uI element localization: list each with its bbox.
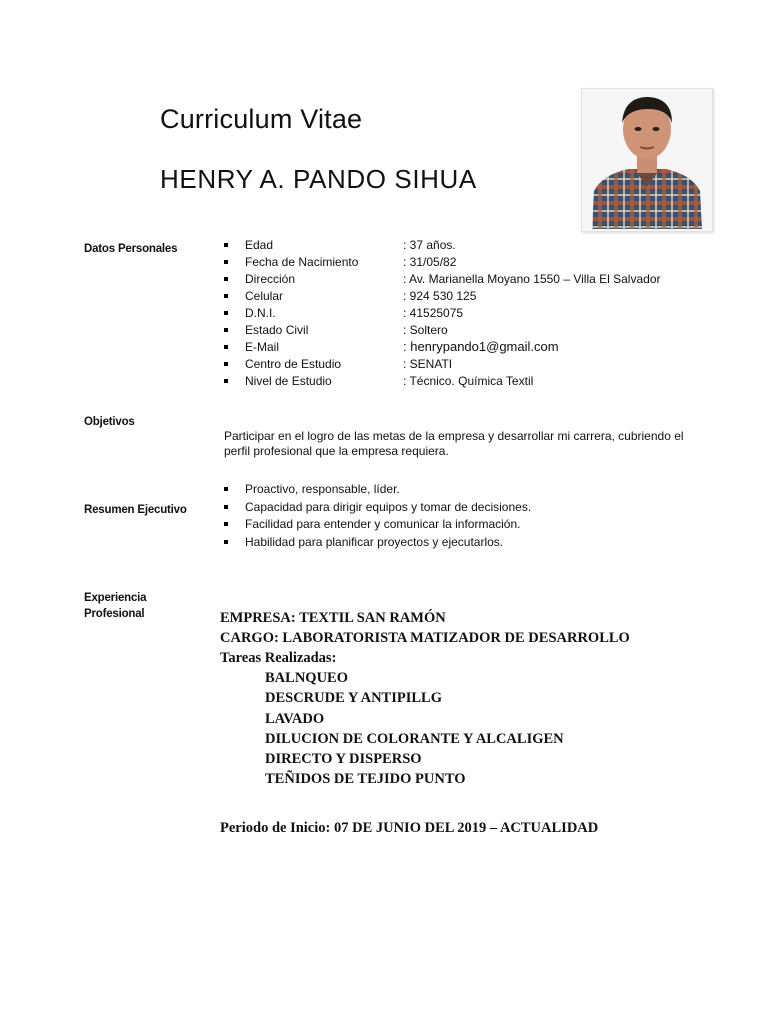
section-label-line: Experiencia [84, 592, 147, 604]
candidate-name: HENRY A. PANDO SIHUA [160, 164, 477, 194]
field-value: : 41525075 [403, 306, 464, 320]
company-line: EMPRESA: TEXTIL SAN RAMÓN [220, 610, 446, 626]
field-value: : 924 530 125 [403, 289, 477, 303]
field-label: Centro de Estudio [245, 357, 342, 371]
bullet-icon [224, 345, 228, 349]
section-label-resumen-ejecutivo: Resumen Ejecutivo [84, 504, 187, 516]
field-value: : SENATI [403, 357, 453, 371]
bullet-icon [224, 311, 228, 315]
tasks-heading: Tareas Realizadas: [220, 650, 337, 666]
bullet-icon [224, 277, 228, 281]
bullet-icon [224, 505, 228, 509]
bullet-icon [224, 540, 228, 544]
bullet-icon [224, 522, 228, 526]
bullet-icon [224, 243, 228, 247]
summary-text: Habilidad para planificar proyectos y ejecutarlos. [245, 534, 504, 549]
bullet-icon [224, 260, 228, 264]
field-label: Estado Civil [245, 323, 309, 337]
position-line: CARGO: LABORATORISTA MATIZADOR DE DESARROLLO [220, 630, 630, 646]
bullet-icon [224, 487, 228, 491]
summary-text: Facilidad para entender y comunicar la información. [245, 517, 521, 531]
bullet-icon [224, 362, 228, 366]
bullet-icon [224, 379, 228, 383]
task-item: DESCRUDE Y ANTIPILLG [265, 690, 442, 707]
summary-text: Proactivo, responsable, líder. [245, 482, 400, 496]
field-value: : Soltero [403, 323, 448, 337]
field-value: : Av. Marianella Moyano 1550 – Villa El Salvador [403, 272, 661, 286]
section-label-objetivos: Objetivos [84, 416, 135, 428]
task-item: TEÑIDOS DE TEJIDO PUNTO [265, 771, 466, 788]
section-label-line: Profesional [84, 608, 145, 620]
task-item: LAVADO [265, 710, 325, 727]
profile-photo [581, 88, 713, 232]
field-value: : 31/05/82 [403, 255, 457, 269]
section-label-experiencia [84, 590, 146, 622]
field-label: Fecha de Nacimiento [245, 255, 359, 269]
bullet-icon [224, 328, 228, 332]
tasks-list [265, 668, 630, 790]
task-item: DIRECTO Y DISPERSO [265, 751, 422, 768]
document-title: Curriculum Vitae [160, 104, 363, 134]
objective-text: Participar en el logro de las metas de la empresa y desarrollar mi carrera, cubriendo el perfil profesional que la empresa requiera. [224, 429, 684, 458]
email-value: : henrypando1@gmail.com [403, 339, 559, 354]
field-value: : 37 años. [403, 238, 456, 252]
period-line: Periodo de Inicio: 07 DE JUNIO DEL 2019 – ACTUALIDAD [220, 819, 599, 836]
field-label: E-Mail [245, 340, 280, 354]
field-label: Nivel de Estudio [245, 374, 332, 388]
task-item: DILUCION DE COLORANTE Y ALCALIGEN [265, 730, 564, 747]
task-item: BALNQUEO [265, 670, 348, 686]
field-label: Celular [245, 289, 284, 303]
field-label: D.N.I. [245, 306, 276, 320]
field-label: Edad [245, 238, 274, 252]
field-value: : Técnico. Química Textil [403, 374, 534, 388]
experience-block [220, 608, 630, 837]
bullet-icon [224, 294, 228, 298]
summary-text: Capacidad para dirigir equipos y tomar de decisiones. [245, 499, 532, 514]
field-label: Dirección [245, 272, 296, 286]
portrait-image [582, 89, 712, 231]
section-label-datos-personales: Datos Personales [84, 243, 178, 255]
